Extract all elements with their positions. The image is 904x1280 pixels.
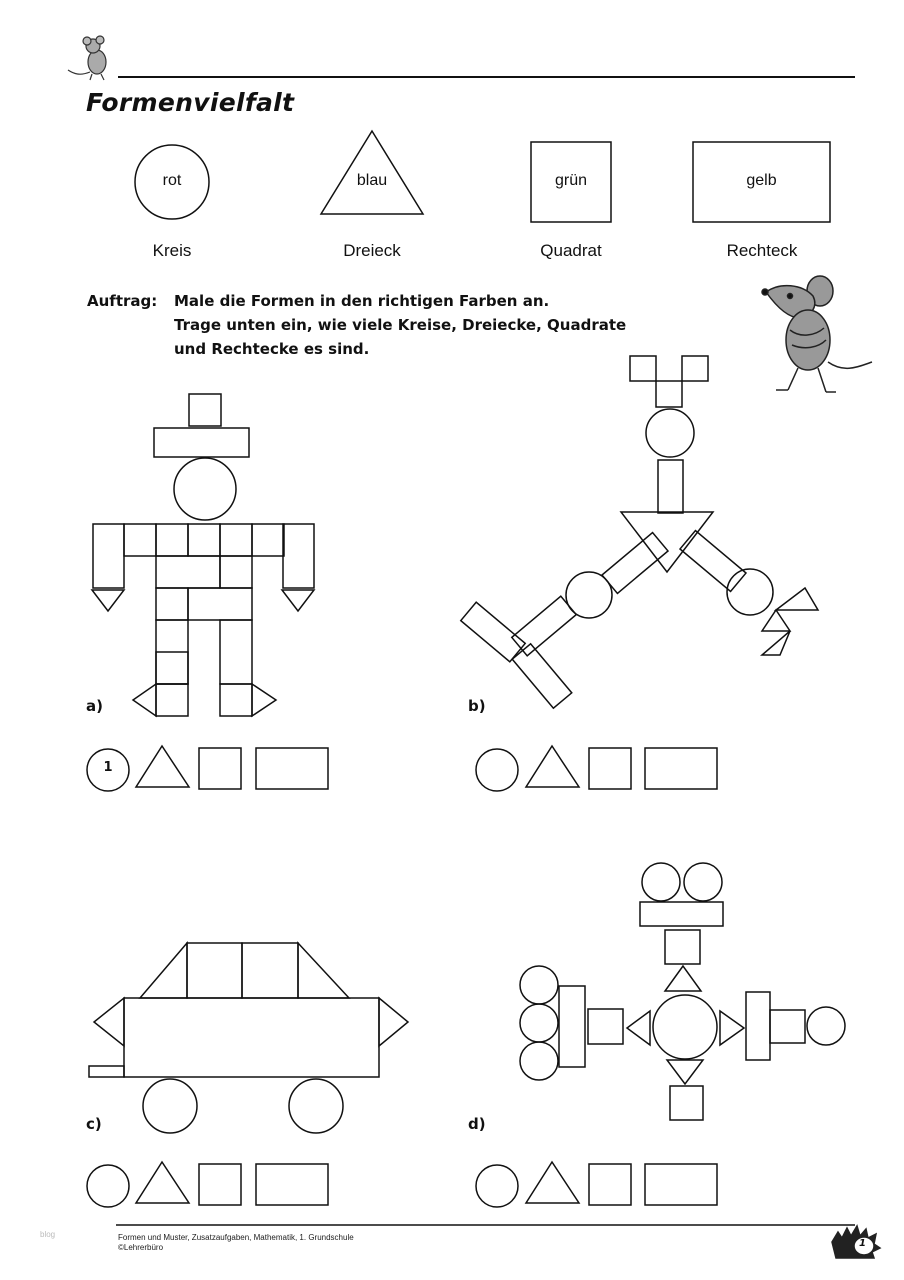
answer-row-c [87, 1162, 328, 1207]
color-word-red: rot [162, 172, 182, 189]
watermark-text: blog [40, 1230, 56, 1239]
robot-hat-top [189, 394, 221, 426]
part-label-c: c) [86, 1115, 102, 1133]
task-label: Auftrag: [87, 292, 158, 310]
color-word-blue: blau [356, 172, 388, 189]
task-line-1: Male die Formen in den richtigen Farben an. [174, 292, 550, 310]
mouse-large-icon [762, 276, 872, 392]
shape-name-circle: Kreis [152, 241, 192, 260]
answer-row-a [87, 746, 328, 791]
part-label-a: a) [86, 697, 103, 715]
hedgehog-page-icon [832, 1226, 880, 1258]
color-word-yellow: gelb [746, 172, 777, 189]
robot-hat-brim [154, 428, 249, 457]
task-line-3: und Rechtecke es sind. [174, 340, 370, 358]
task-line-2: Trage unten ein, wie viele Kreise, Dreiecke, Quadrate [174, 316, 627, 334]
figure-b-y-shape [461, 356, 818, 708]
example-count: 1 [103, 760, 113, 775]
page-number: 1 [859, 1238, 866, 1249]
footer-line-2: ©Lehrerbüro [118, 1243, 164, 1252]
shape-name-triangle: Dreieck [343, 241, 401, 260]
shape-name-rectangle: Rechteck [726, 241, 798, 260]
page-title: Formenvielfalt [86, 88, 295, 117]
part-label-b: b) [468, 697, 486, 715]
answer-row-d [476, 1162, 717, 1207]
footer-line-1: Formen und Muster, Zusatzaufgaben, Mathematik, 1. Grundschule [118, 1233, 354, 1242]
answer-row-b [476, 746, 717, 791]
shape-name-square: Quadrat [540, 241, 602, 260]
figure-c-car [89, 943, 408, 1133]
robot-head [174, 458, 236, 520]
part-label-d: d) [468, 1115, 486, 1133]
figure-d-cross [520, 863, 845, 1120]
figure-a-robot [92, 394, 314, 716]
color-word-green: grün [554, 172, 588, 189]
footer-text [118, 1233, 354, 1253]
mouse-small-icon [68, 36, 106, 80]
